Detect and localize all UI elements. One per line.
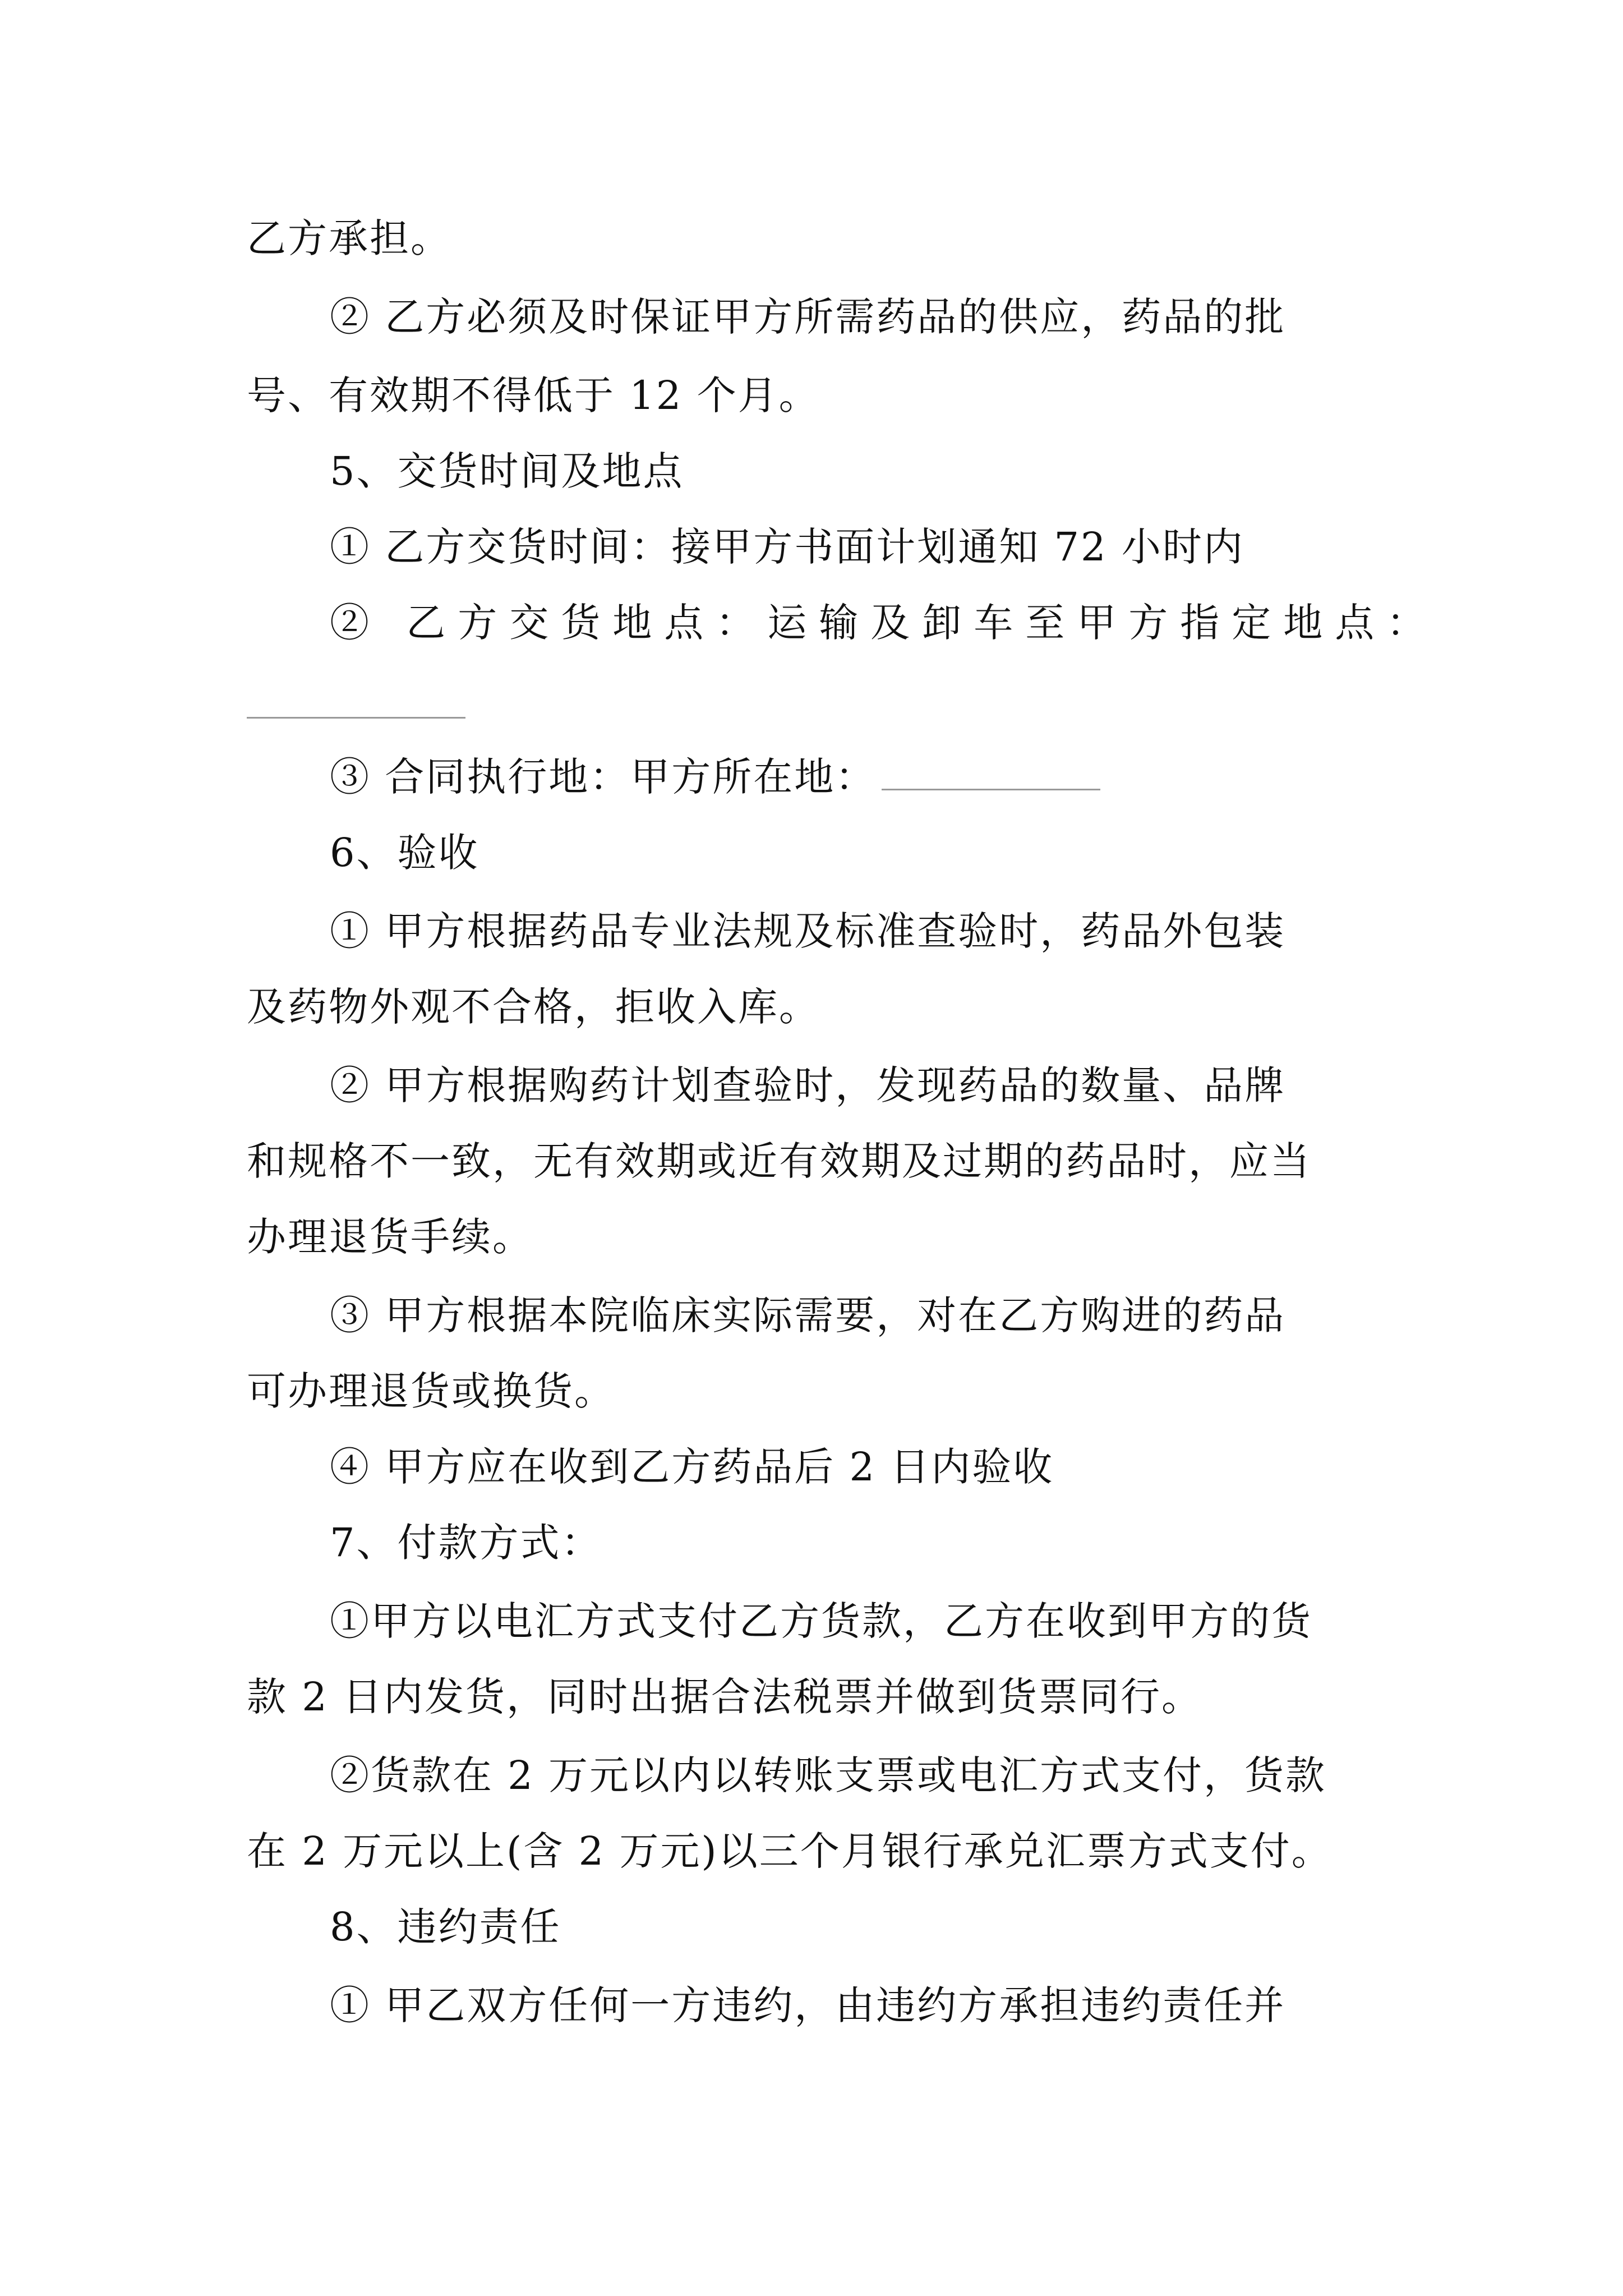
paragraph-line: 号、有效期不得低于 12 个月。 xyxy=(247,372,820,418)
paragraph-line: ① 甲乙双方任何一方违约，由违约方承担违约责任并 xyxy=(330,1982,1286,2028)
section-heading: 7、付款方式： xyxy=(330,1520,602,1566)
paragraph-line: 在 2 万元以上(含 2 万元)以三个月银行承兑汇票方式支付。 xyxy=(247,1828,1332,1874)
paragraph-line: ② 乙方必须及时保证甲方所需药品的供应，药品的批 xyxy=(330,294,1286,340)
paragraph-line: 和规格不一致，无有效期或近有效期及过期的药品时，应当 xyxy=(247,1138,1311,1184)
paragraph-line: ② 甲方根据购药计划查验时，发现药品的数量、品牌 xyxy=(330,1062,1286,1108)
section-heading: 8、违约责任 xyxy=(330,1904,561,1950)
paragraph-line xyxy=(330,752,1100,802)
paragraph-line: 及药物外观不合格，拒收入库。 xyxy=(247,984,820,1030)
paragraph-text: ③ 合同执行地：甲方所在地： xyxy=(330,754,877,800)
paragraph-line: ②货款在 2 万元以内以转账支票或电汇方式支付，货款 xyxy=(330,1752,1327,1798)
section-heading: 6、验收 xyxy=(330,830,479,876)
fill-in-blank xyxy=(882,766,1100,790)
paragraph-line: ② 乙方交货地点：运输及卸车至甲方指定地点： xyxy=(330,600,1438,646)
paragraph-line: ① 甲方根据药品专业法规及标准查验时，药品外包装 xyxy=(330,908,1286,954)
paragraph-line: 办理退货手续。 xyxy=(247,1214,533,1260)
paragraph-line: ④ 甲方应在收到乙方药品后 2 日内验收 xyxy=(330,1444,1054,1490)
paragraph-line: ① 乙方交货时间：接甲方书面计划通知 72 小时内 xyxy=(330,524,1244,570)
paragraph-line: ①甲方以电汇方式支付乙方货款，乙方在收到甲方的货 xyxy=(330,1598,1312,1644)
paragraph-line: 乙方承担。 xyxy=(247,215,451,261)
paragraph-line: 可办理退货或换货。 xyxy=(247,1368,615,1414)
paragraph-line: ③ 甲方根据本院临床实际需要，对在乙方购进的药品 xyxy=(330,1292,1286,1338)
section-heading: 5、交货时间及地点 xyxy=(330,448,684,494)
fill-in-blank xyxy=(247,717,465,719)
paragraph-line: 款 2 日内发货，同时出据合法税票并做到货票同行。 xyxy=(247,1674,1203,1720)
